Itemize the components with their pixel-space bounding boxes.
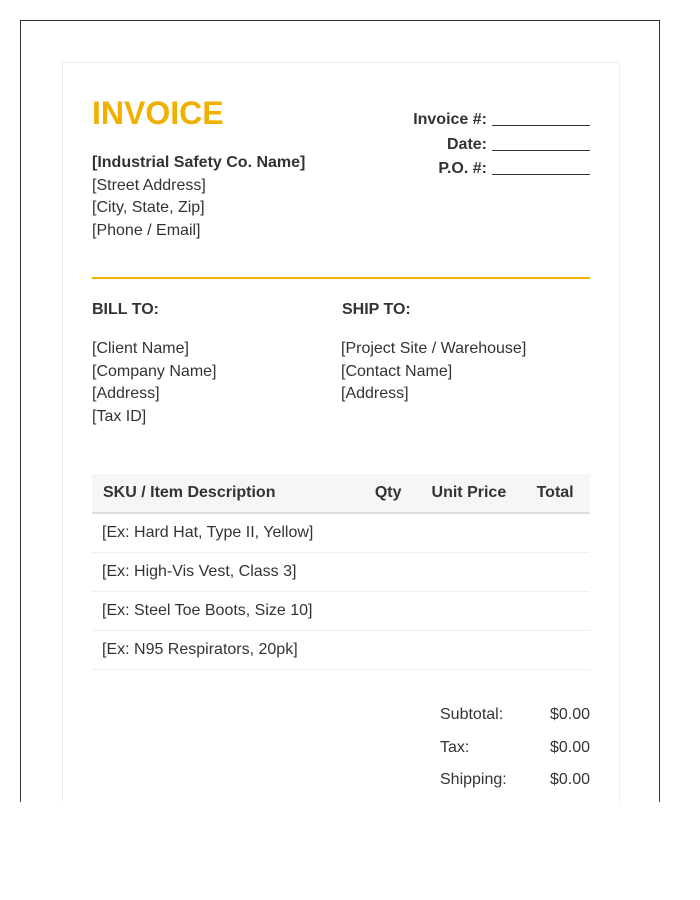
item-qty[interactable] xyxy=(359,631,418,670)
totals-block xyxy=(440,704,590,802)
po-number-label: P.O. #: xyxy=(438,160,487,177)
bill-to-heading: BILL TO: xyxy=(92,301,159,318)
item-total xyxy=(520,553,590,592)
item-unit-price[interactable] xyxy=(418,513,521,553)
ship-to-address xyxy=(341,338,526,406)
bill-to-company: [Company Name] xyxy=(92,362,217,380)
ship-to-contact: [Contact Name] xyxy=(341,362,453,380)
bill-to-tax-id: [Tax ID] xyxy=(92,407,147,425)
item-description[interactable]: [Ex: High-Vis Vest, Class 3] xyxy=(92,553,359,592)
item-qty[interactable] xyxy=(359,513,418,553)
item-qty[interactable] xyxy=(359,592,418,631)
invoice-number-row xyxy=(413,107,590,132)
company-contact: [Phone / Email] xyxy=(92,221,201,239)
subtotal-value: $0.00 xyxy=(549,706,590,723)
shipping-value: $0.00 xyxy=(549,771,590,788)
invoice-number-label: Invoice #: xyxy=(413,111,487,128)
table-row xyxy=(92,513,590,553)
ship-to-site: [Project Site / Warehouse] xyxy=(341,340,527,357)
bill-to-address xyxy=(92,338,217,428)
item-total xyxy=(520,592,590,631)
header-unit-price: Unit Price xyxy=(418,474,521,513)
table-row xyxy=(92,553,590,592)
item-qty[interactable] xyxy=(359,553,418,592)
tax-label: Tax: xyxy=(440,738,470,756)
company-name: [Industrial Safety Co. Name] xyxy=(92,154,306,171)
table-header-row xyxy=(92,474,590,513)
po-number-row xyxy=(413,156,590,181)
item-description[interactable]: [Ex: Hard Hat, Type II, Yellow] xyxy=(92,513,359,553)
invoice-date-row xyxy=(413,132,590,157)
header-divider xyxy=(92,277,590,279)
header-total: Total xyxy=(520,474,590,513)
item-unit-price[interactable] xyxy=(418,631,521,670)
invoice-date-field[interactable] xyxy=(492,134,590,151)
item-unit-price[interactable] xyxy=(418,553,521,592)
company-info xyxy=(92,152,305,242)
item-total xyxy=(520,631,590,670)
header-description: SKU / Item Description xyxy=(92,474,359,513)
table-row xyxy=(92,631,590,670)
item-description[interactable]: [Ex: Steel Toe Boots, Size 10] xyxy=(92,592,359,631)
subtotal-row xyxy=(440,704,590,737)
invoice-number-field[interactable] xyxy=(492,109,590,126)
shipping-label: Shipping: xyxy=(440,771,507,788)
tax-value: $0.00 xyxy=(549,738,590,756)
bill-to-client: [Client Name] xyxy=(92,340,189,357)
bill-to-street: [Address] xyxy=(92,385,160,402)
header-qty: Qty xyxy=(359,474,418,513)
table-row xyxy=(92,592,590,631)
ship-to-heading: SHIP TO: xyxy=(342,301,411,318)
company-city: [City, State, Zip] xyxy=(92,199,205,216)
invoice-title: INVOICE xyxy=(92,95,224,131)
invoice-meta xyxy=(413,107,590,181)
item-description[interactable]: [Ex: N95 Respirators, 20pk] xyxy=(92,631,359,670)
ship-to-street: [Address] xyxy=(341,385,409,402)
item-total xyxy=(520,513,590,553)
subtotal-label: Subtotal: xyxy=(440,706,504,723)
item-unit-price[interactable] xyxy=(418,592,521,631)
tax-row xyxy=(440,737,590,770)
invoice-date-label: Date: xyxy=(446,135,487,153)
po-number-field[interactable] xyxy=(492,158,590,175)
shipping-row xyxy=(440,769,590,802)
company-street: [Street Address] xyxy=(92,176,206,194)
line-items-table xyxy=(92,474,590,670)
